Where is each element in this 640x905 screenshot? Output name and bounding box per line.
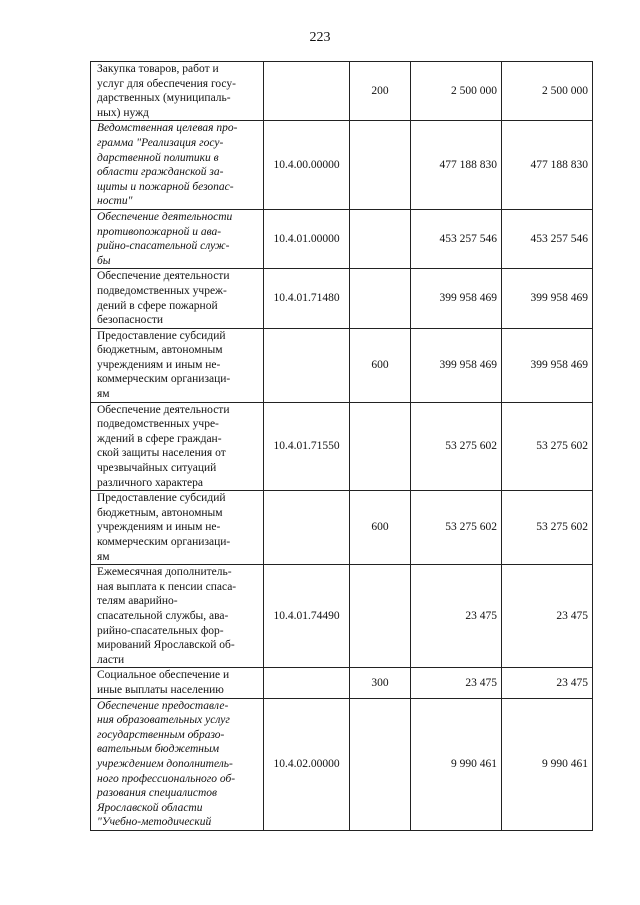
row-name-line: ям xyxy=(97,388,110,401)
row-name-line: бюджетным, автономным xyxy=(97,506,223,519)
row-name-line: чрезвычайных ситуаций xyxy=(97,462,217,475)
row-name-line: подведомственных учреж- xyxy=(97,284,227,297)
row-name-line: государственным образо- xyxy=(97,728,225,741)
row-code-cell xyxy=(264,491,350,565)
row-name-cell xyxy=(91,402,264,491)
row-name-line: бы xyxy=(97,254,111,267)
row-name-line: услуг для обеспечения госу- xyxy=(97,77,236,90)
row-type-cell xyxy=(350,565,411,668)
table-row xyxy=(91,402,593,491)
row-name-line: учреждением дополнитель- xyxy=(97,757,233,770)
row-name-line: дарственной политики в xyxy=(97,151,219,164)
row-name-line: Обеспечение предоставле- xyxy=(97,699,229,712)
row-type-cell xyxy=(350,209,411,268)
row-name-line: Ежемесячная дополнитель- xyxy=(97,566,232,579)
row-name-line: спасательной службы, ава- xyxy=(97,609,229,622)
row-name-line: ласти xyxy=(97,653,125,666)
row-code-cell: 10.4.00.00000 xyxy=(264,121,350,210)
row-name-line: Обеспечение деятельности xyxy=(97,210,233,223)
row-amount-1-cell: 453 257 546 xyxy=(411,209,502,268)
row-name-line: щиты и пожарной безопас- xyxy=(97,180,234,193)
table-row xyxy=(91,269,593,328)
row-name-line: вательным бюджетным xyxy=(97,743,220,756)
row-code-cell: 10.4.01.00000 xyxy=(264,209,350,268)
row-name-line: Предоставление субсидий xyxy=(97,329,226,342)
row-amount-2-cell: 453 257 546 xyxy=(502,209,593,268)
row-name-line: ности" xyxy=(97,195,133,208)
row-name-line: области гражданской за- xyxy=(97,166,224,179)
row-name-cell xyxy=(91,565,264,668)
row-name-line: ных) нужд xyxy=(97,106,149,119)
row-code-cell xyxy=(264,668,350,698)
row-name-line: иные выплаты населению xyxy=(97,683,224,696)
row-name-line: рийно-спасательных фор- xyxy=(97,624,224,637)
row-type-cell: 300 xyxy=(350,668,411,698)
row-type-cell xyxy=(350,121,411,210)
table-row xyxy=(91,62,593,121)
row-name-line: подведомственных учре- xyxy=(97,418,219,431)
table-row xyxy=(91,328,593,402)
table-row xyxy=(91,121,593,210)
row-type-cell xyxy=(350,698,411,830)
row-name-line: дений в сфере пожарной xyxy=(97,299,218,312)
row-name-line: рийно-спасательной служ- xyxy=(97,240,230,253)
row-amount-1-cell: 477 188 830 xyxy=(411,121,502,210)
table-row xyxy=(91,491,593,565)
budget-table xyxy=(90,61,593,831)
row-type-cell xyxy=(350,402,411,491)
row-code-cell: 10.4.02.00000 xyxy=(264,698,350,830)
row-name-cell xyxy=(91,269,264,328)
row-amount-2-cell: 2 500 000 xyxy=(502,62,593,121)
row-amount-1-cell: 53 275 602 xyxy=(411,491,502,565)
row-amount-2-cell: 23 475 xyxy=(502,668,593,698)
row-name-line: Обеспечение деятельности xyxy=(97,270,230,283)
row-amount-2-cell: 23 475 xyxy=(502,565,593,668)
table-row xyxy=(91,668,593,698)
row-type-cell: 600 xyxy=(350,491,411,565)
row-name-cell xyxy=(91,62,264,121)
row-name-cell xyxy=(91,328,264,402)
row-name-cell xyxy=(91,121,264,210)
row-amount-1-cell: 53 275 602 xyxy=(411,402,502,491)
page-number: 223 xyxy=(309,30,331,45)
row-code-cell xyxy=(264,62,350,121)
row-amount-2-cell: 399 958 469 xyxy=(502,328,593,402)
row-name-line: коммерческим организаци- xyxy=(97,536,231,548)
row-name-line: ской защиты населения от xyxy=(97,447,226,460)
row-name-line: Ярославской области xyxy=(97,801,203,814)
table-row xyxy=(91,209,593,268)
row-type-cell xyxy=(350,269,411,328)
row-amount-1-cell: 399 958 469 xyxy=(411,328,502,402)
row-name-line: дарственных (муниципаль- xyxy=(97,92,231,105)
row-amount-2-cell: 53 275 602 xyxy=(502,402,593,491)
row-name-line: различного характера xyxy=(97,476,204,489)
row-name-line: ям xyxy=(97,550,110,563)
row-name-line: ного профессионального об- xyxy=(97,772,236,785)
row-amount-2-cell: 53 275 602 xyxy=(502,491,593,565)
table-row xyxy=(91,698,593,830)
row-amount-2-cell: 477 188 830 xyxy=(502,121,593,210)
row-name-line: грамма "Реализация госу- xyxy=(97,136,224,149)
row-amount-1-cell: 9 990 461 xyxy=(411,698,502,830)
row-name-line: Социальное обеспечение и xyxy=(97,669,230,682)
row-name-cell xyxy=(91,698,264,830)
row-name-line: учреждениям и иным не- xyxy=(97,358,221,371)
row-name-line: Закупка товаров, работ и xyxy=(97,63,219,75)
row-name-cell xyxy=(91,209,264,268)
row-code-cell xyxy=(264,328,350,402)
row-amount-1-cell: 2 500 000 xyxy=(411,62,502,121)
row-name-line: телям аварийно- xyxy=(97,595,178,608)
row-name-line: "Учебно-методический xyxy=(97,816,212,829)
row-name-line: разования специалистов xyxy=(97,787,218,800)
row-name-line: учреждениям и иным не- xyxy=(97,521,221,534)
row-amount-1-cell: 399 958 469 xyxy=(411,269,502,328)
row-name-cell xyxy=(91,491,264,565)
row-code-cell: 10.4.01.71480 xyxy=(264,269,350,328)
row-name-line: бюджетным, автономным xyxy=(97,344,223,357)
row-name-line: ная выплата к пенсии спаса- xyxy=(97,580,237,593)
row-name-line: противопожарной и ава- xyxy=(97,225,222,238)
table-row xyxy=(91,565,593,668)
row-amount-1-cell: 23 475 xyxy=(411,565,502,668)
row-name-line: ния образовательных услуг xyxy=(97,714,230,727)
row-code-cell: 10.4.01.74490 xyxy=(264,565,350,668)
row-amount-2-cell: 399 958 469 xyxy=(502,269,593,328)
row-name-line: коммерческим организаци- xyxy=(97,373,231,386)
row-name-line: безопасности xyxy=(97,314,164,327)
row-code-cell: 10.4.01.71550 xyxy=(264,402,350,491)
row-amount-1-cell: 23 475 xyxy=(411,668,502,698)
row-name-line: мирований Ярославской об- xyxy=(97,639,235,652)
row-name-line: Обеспечение деятельности xyxy=(97,403,230,416)
row-name-cell xyxy=(91,668,264,698)
row-name-line: ждений в сфере граждан- xyxy=(97,432,222,445)
row-type-cell: 200 xyxy=(350,62,411,121)
row-name-line: Ведомственная целевая про- xyxy=(97,122,238,135)
row-type-cell: 600 xyxy=(350,328,411,402)
row-name-line: Предоставление субсидий xyxy=(97,492,226,505)
row-amount-2-cell: 9 990 461 xyxy=(502,698,593,830)
